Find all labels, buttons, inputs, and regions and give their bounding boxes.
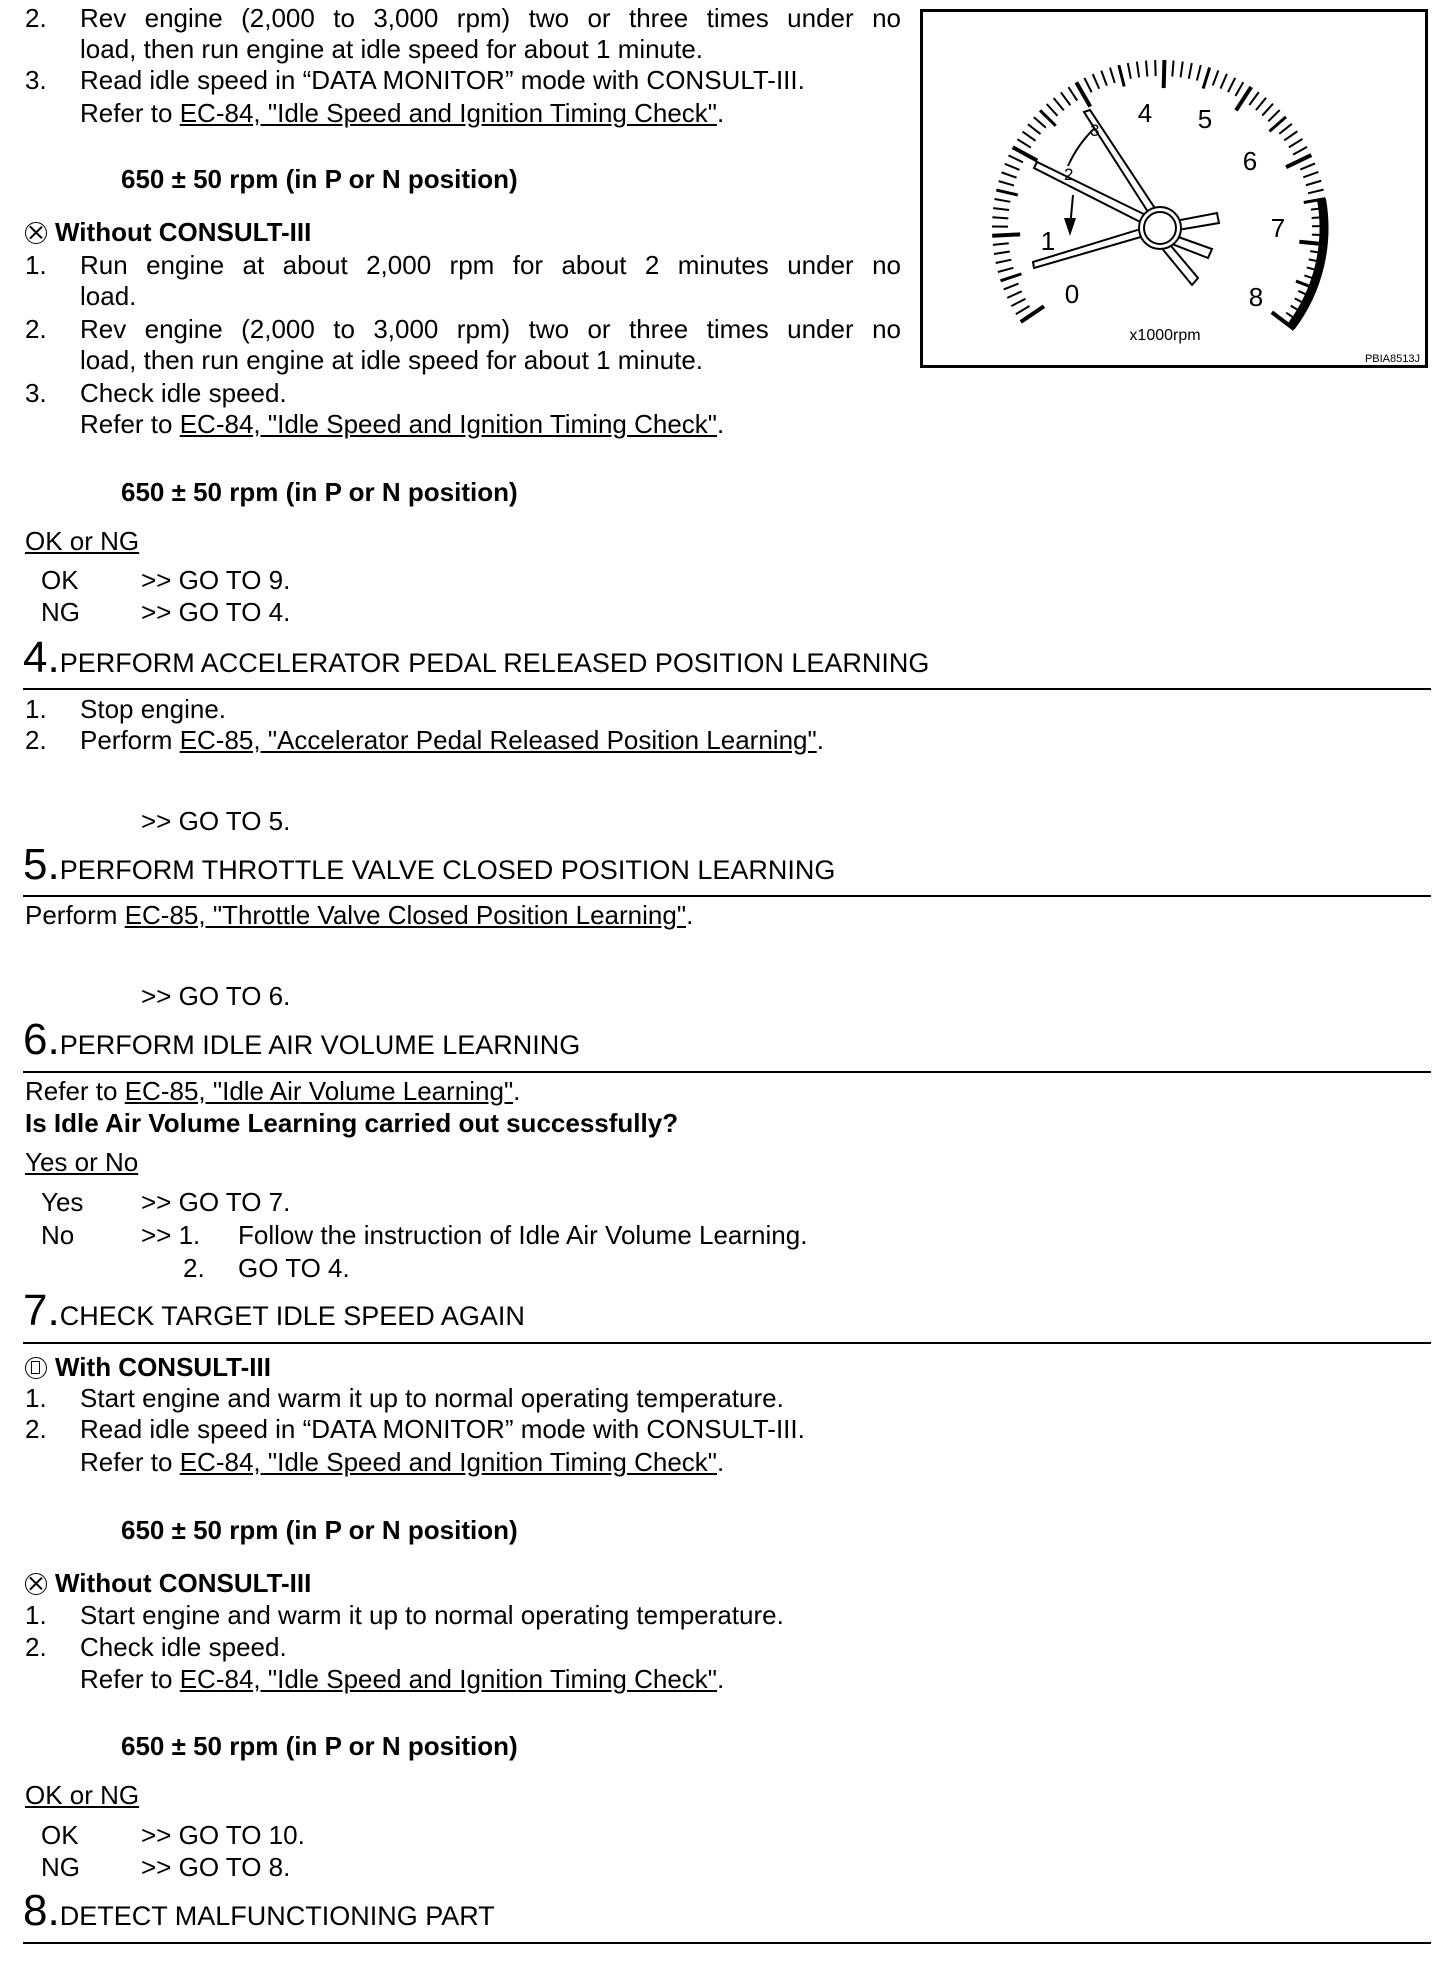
idle-speed-check-link[interactable]: EC-84, "Idle Speed and Ignition Timing Check" bbox=[179, 1664, 718, 1694]
step-text: Rev engine (2,000 to 3,000 rpm) two or three times under no bbox=[80, 314, 901, 344]
gauge-tick bbox=[1084, 78, 1091, 92]
refer-prefix: Perform bbox=[80, 725, 180, 755]
result-ng-label: NG bbox=[41, 1852, 80, 1882]
tachometer-figure bbox=[920, 9, 1428, 368]
figure-code: PBIA8513J bbox=[1364, 353, 1420, 365]
gauge-tick bbox=[999, 181, 1014, 185]
with-consult-heading bbox=[25, 1351, 271, 1383]
step-text: Start engine and warm it up to normal operating temperature. bbox=[80, 1383, 784, 1413]
step-number: 2. bbox=[25, 3, 47, 33]
gauge-tick bbox=[1001, 172, 1016, 177]
step-number: 2. bbox=[25, 725, 47, 755]
gauge-tick bbox=[1007, 291, 1022, 298]
gauge-tick bbox=[1164, 60, 1165, 88]
step-number: 3. bbox=[25, 65, 47, 95]
step-number: 2. bbox=[25, 1414, 47, 1444]
gauge-tick bbox=[1289, 139, 1303, 147]
step-text: Rev engine (2,000 to 3,000 rpm) two or three times under no bbox=[80, 3, 901, 33]
gauge-tick bbox=[1284, 131, 1297, 140]
gauge-tick bbox=[1061, 92, 1070, 105]
throttle-learning-link[interactable]: EC-85, "Throttle Valve Closed Position Learning" bbox=[124, 900, 687, 930]
step-number: 1. bbox=[25, 694, 47, 724]
refer-end: . bbox=[816, 725, 824, 755]
section-title: CHECK TARGET IDLE SPEED AGAIN bbox=[59, 1301, 525, 1331]
gauge-tick bbox=[993, 208, 1009, 210]
idle-speed-spec: 650 ± 50 rpm (in P or N position) bbox=[121, 1731, 518, 1761]
result-ng-action: >> GO TO 8. bbox=[141, 1852, 291, 1882]
step-text: Start engine and warm it up to normal operating temperature. bbox=[80, 1600, 784, 1630]
gauge-tick bbox=[995, 199, 1011, 202]
gauge-tick bbox=[1054, 98, 1064, 110]
refer-end: . bbox=[686, 900, 694, 930]
step-number: 3. bbox=[25, 378, 47, 408]
refer-prefix: Perform bbox=[25, 900, 125, 930]
gauge-tick bbox=[996, 260, 1012, 263]
result-ng-label: NG bbox=[41, 597, 80, 627]
result-no-num: 2. bbox=[183, 1253, 205, 1283]
no-consult-icon bbox=[25, 222, 47, 244]
result-ok-action: >> GO TO 10. bbox=[141, 1820, 305, 1850]
gauge-tick bbox=[1172, 61, 1173, 77]
result-title-label: Yes or No bbox=[25, 1147, 139, 1177]
refer-prefix: Refer to bbox=[25, 1076, 125, 1106]
result-ok-label: OK bbox=[41, 1820, 79, 1850]
refer-line bbox=[80, 724, 824, 756]
gauge-tick bbox=[998, 268, 1013, 272]
result-no-action: Follow the instruction of Idle Air Volume Learning. bbox=[238, 1220, 808, 1250]
gauge-tick bbox=[1221, 74, 1227, 89]
step-text: Check idle speed. bbox=[80, 378, 287, 408]
result-yes-action: >> GO TO 7. bbox=[141, 1187, 291, 1217]
refer-prefix: Refer to bbox=[80, 409, 180, 439]
needle-hub-inner bbox=[1144, 212, 1176, 244]
gauge-tick bbox=[1110, 68, 1115, 83]
no-consult-icon bbox=[25, 1573, 47, 1595]
gauge-tick bbox=[1279, 124, 1292, 134]
result-ok-label: OK bbox=[41, 565, 79, 595]
section-title: DETECT MALFUNCTIONING PART bbox=[59, 1901, 495, 1931]
gauge-tick bbox=[1300, 163, 1315, 169]
gauge-tick bbox=[1303, 172, 1318, 177]
gauge-label-7: 7 bbox=[1270, 213, 1286, 243]
gauge-tick bbox=[1011, 299, 1025, 306]
result-no-num: >> 1. bbox=[141, 1220, 201, 1250]
gauge-tick bbox=[1293, 147, 1307, 155]
step-text: load, then run engine at idle speed for about 1 minute. bbox=[80, 34, 703, 64]
step-text: load. bbox=[80, 281, 137, 311]
section-divider bbox=[23, 1342, 1431, 1344]
section-divider bbox=[23, 895, 1431, 897]
gauge-tick bbox=[992, 234, 1020, 235]
gauge-tick bbox=[1146, 61, 1147, 77]
section-number: 7. bbox=[23, 1286, 60, 1335]
result-title bbox=[25, 1779, 139, 1811]
gauge-tick bbox=[1101, 71, 1107, 86]
refer-end: . bbox=[513, 1076, 521, 1106]
gauge-tick bbox=[1093, 74, 1099, 89]
gauge-tick bbox=[1306, 181, 1321, 186]
without-consult-heading bbox=[25, 1567, 311, 1599]
idle-speed-spec: 650 ± 50 rpm (in P or N position) bbox=[121, 477, 518, 507]
goto-action: >> GO TO 5. bbox=[141, 806, 291, 836]
step-number: 1. bbox=[25, 1600, 47, 1630]
gauge-tick bbox=[1308, 190, 1324, 194]
section-title: PERFORM IDLE AIR VOLUME LEARNING bbox=[59, 1030, 581, 1060]
gauge-tick bbox=[1137, 62, 1139, 78]
question: Is Idle Air Volume Learning carried out successfully? bbox=[25, 1108, 679, 1138]
gauge-tick bbox=[1268, 110, 1279, 121]
refer-line bbox=[25, 899, 693, 931]
gauge-tick bbox=[1047, 104, 1058, 116]
gauge-tick bbox=[1203, 68, 1210, 89]
result-ng-action: >> GO TO 4. bbox=[141, 597, 291, 627]
gauge-label-4: 4 bbox=[1137, 98, 1153, 128]
gauge-tick bbox=[1228, 78, 1235, 92]
refer-prefix: Refer to bbox=[80, 1664, 180, 1694]
result-no-action: GO TO 4. bbox=[238, 1253, 350, 1283]
step-text: Check idle speed. bbox=[80, 1632, 287, 1662]
refer-prefix: Refer to bbox=[80, 1447, 180, 1477]
result-title bbox=[25, 525, 139, 557]
step-number: 2. bbox=[25, 1632, 47, 1662]
section-divider bbox=[23, 1071, 1431, 1073]
refer-line bbox=[80, 97, 724, 129]
gauge-tick bbox=[1256, 98, 1266, 110]
step-number: 2. bbox=[25, 314, 47, 344]
step-text: Run engine at about 2,000 rpm for about 2 minutes under no bbox=[80, 250, 901, 280]
idle-speed-spec: 650 ± 50 rpm (in P or N position) bbox=[121, 1515, 518, 1545]
refer-line bbox=[80, 408, 724, 440]
section-divider bbox=[23, 688, 1431, 690]
without-consult-heading bbox=[25, 216, 311, 248]
gauge-tick bbox=[1189, 63, 1192, 79]
gauge-tick bbox=[1004, 284, 1019, 290]
idle-speed-check-link[interactable]: EC-84, "Idle Speed and Ignition Timing Check" bbox=[179, 1447, 718, 1477]
gauge-tick bbox=[1235, 82, 1243, 96]
section-title: PERFORM THROTTLE VALVE CLOSED POSITION LEARNING bbox=[59, 855, 836, 885]
gauge-tick bbox=[1017, 139, 1031, 147]
needle-arrow-head bbox=[1064, 218, 1076, 236]
section-number: 8. bbox=[23, 1886, 60, 1935]
section-6-heading bbox=[23, 1015, 581, 1067]
section-8-heading bbox=[23, 1886, 495, 1938]
gauge-tick bbox=[1009, 155, 1023, 162]
refer-end: . bbox=[717, 409, 725, 439]
tachometer-illustration bbox=[923, 12, 1425, 365]
section-number: 6. bbox=[23, 1015, 60, 1064]
gauge-tick bbox=[1001, 274, 1022, 281]
refer-end: . bbox=[717, 1664, 725, 1694]
gauge-tick bbox=[1181, 62, 1183, 78]
tachometer-ticks bbox=[992, 60, 1328, 329]
step-number: 1. bbox=[25, 250, 47, 280]
gauge-tick bbox=[1286, 155, 1311, 167]
gauge-tick bbox=[1028, 124, 1041, 134]
result-yes-label: Yes bbox=[41, 1187, 84, 1217]
gauge-label-8: 8 bbox=[1248, 282, 1264, 312]
gauge-tick bbox=[1249, 92, 1258, 105]
result-no-label: No bbox=[41, 1220, 75, 1250]
gauge-tick bbox=[1213, 70, 1219, 85]
step-text: load, then run engine at idle speed for about 1 minute. bbox=[80, 345, 703, 375]
gauge-tick bbox=[1119, 65, 1124, 86]
goto-action: >> GO TO 6. bbox=[141, 981, 291, 1011]
result-title-label: OK or NG bbox=[25, 526, 140, 556]
refer-line bbox=[80, 1446, 724, 1478]
consult-icon bbox=[25, 1357, 47, 1379]
step-text: Read idle speed in “DATA MONITOR” mode with CONSULT-III. bbox=[80, 1414, 805, 1444]
refer-line bbox=[80, 1663, 724, 1695]
gauge-label-5: 5 bbox=[1197, 104, 1213, 134]
gauge-label-0: 0 bbox=[1064, 279, 1080, 309]
result-ok-action: >> GO TO 9. bbox=[141, 565, 291, 595]
section-title: PERFORM ACCELERATOR PEDAL RELEASED POSITION LEARNING bbox=[59, 648, 930, 678]
section-5-heading bbox=[23, 840, 836, 892]
gauge-tick bbox=[1068, 87, 1077, 100]
gauge-tick bbox=[996, 190, 1017, 195]
section-4-heading bbox=[23, 633, 930, 685]
refer-end: . bbox=[717, 98, 725, 128]
without-consult-label: Without CONSULT-III bbox=[55, 1568, 312, 1598]
refer-prefix: Refer to bbox=[80, 98, 180, 128]
without-consult-label: Without CONSULT-III bbox=[55, 217, 312, 247]
gauge-tick bbox=[994, 252, 1010, 254]
with-consult-label: With CONSULT-III bbox=[55, 1352, 271, 1382]
refer-line bbox=[25, 1075, 520, 1107]
gauge-label-1: 1 bbox=[1040, 226, 1056, 256]
needle-label-3: 3 bbox=[1090, 121, 1100, 140]
section-number: 5. bbox=[23, 840, 60, 889]
gauge-tick bbox=[993, 243, 1009, 245]
gauge-tick bbox=[1034, 117, 1046, 128]
refer-end: . bbox=[717, 1447, 725, 1477]
section-number: 4. bbox=[23, 633, 60, 682]
gauge-tick bbox=[1005, 164, 1020, 170]
idle-speed-check-link[interactable]: EC-84, "Idle Speed and Ignition Timing Check" bbox=[179, 409, 718, 439]
idle-air-learning-link[interactable]: EC-85, "Idle Air Volume Learning" bbox=[124, 1076, 514, 1106]
gauge-tick bbox=[1022, 132, 1035, 141]
needle-label-2: 2 bbox=[1064, 165, 1074, 184]
pedal-learning-link[interactable]: EC-85, "Accelerator Pedal Released Position Learning" bbox=[179, 725, 817, 755]
gauge-tick bbox=[1016, 306, 1030, 314]
result-title-label: OK or NG bbox=[25, 1780, 140, 1810]
gauge-tick bbox=[1128, 63, 1131, 79]
section-divider bbox=[23, 1942, 1431, 1944]
step-text: Stop engine. bbox=[80, 694, 227, 724]
gauge-label-6: 6 bbox=[1242, 146, 1258, 176]
section-7-heading bbox=[23, 1286, 525, 1338]
gauge-tick bbox=[1262, 104, 1273, 116]
gauge-tick bbox=[1197, 65, 1201, 81]
gauge-tick bbox=[992, 217, 1008, 218]
result-title bbox=[25, 1146, 138, 1178]
idle-speed-check-link[interactable]: EC-84, "Idle Speed and Ignition Timing Check" bbox=[179, 98, 718, 128]
gauge-unit: x1000rpm bbox=[1129, 327, 1201, 344]
idle-speed-spec: 650 ± 50 rpm (in P or N position) bbox=[121, 164, 518, 194]
step-number: 1. bbox=[25, 1383, 47, 1413]
step-text: Read idle speed in “DATA MONITOR” mode with CONSULT-III. bbox=[80, 65, 805, 95]
